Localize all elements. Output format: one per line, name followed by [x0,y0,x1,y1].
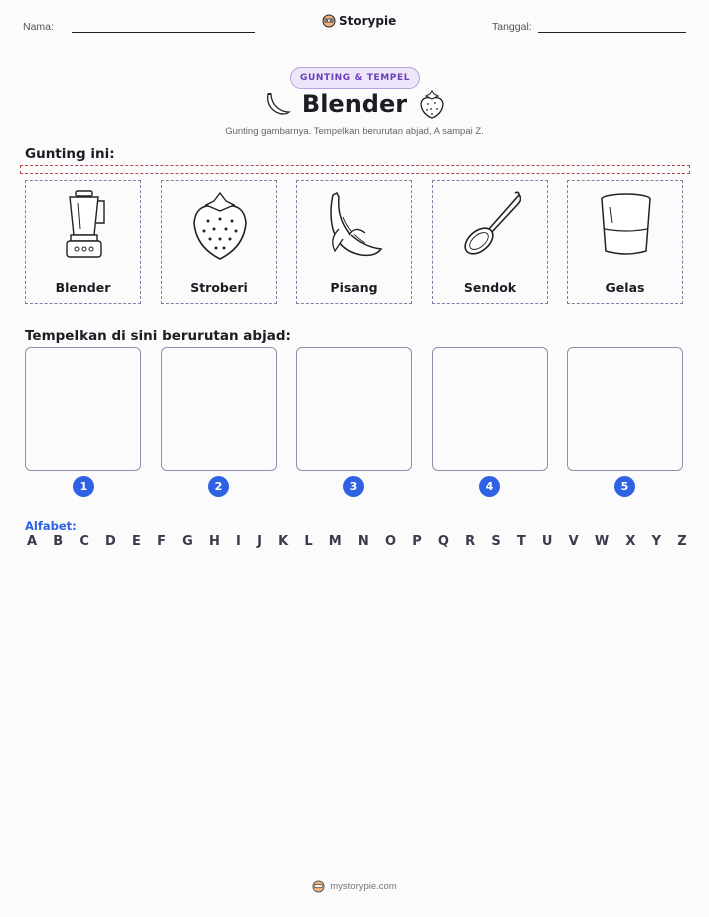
card-label: Sendok [463,280,517,295]
alphabet-letter: F [157,534,166,549]
paste-heading: Tempelkan di sini berurutan abjad: [25,328,291,344]
alphabet-letter: J [257,534,262,549]
brand-logo [322,14,396,28]
page-title: Blender [301,90,408,118]
card-label: Pisang [330,280,378,295]
cut-card-sendok[interactable] [432,180,548,304]
alphabet-heading: Alfabet: [25,519,77,533]
paste-slot-1[interactable] [25,347,141,471]
slot-number: 2 [208,476,229,497]
instructions: Gunting gambarnya. Tempelkan berurutan abjad, A sampai Z. [225,126,484,137]
strawberry-icon [418,90,446,120]
alphabet-row [27,534,687,549]
name-field[interactable] [72,32,255,33]
alphabet-letter: O [384,534,397,549]
alphabet-letter: Y [651,534,662,549]
spoon-icon [461,189,521,261]
cut-card-blender[interactable] [25,180,141,304]
date-field[interactable] [538,32,686,33]
paste-slot-3[interactable] [296,347,412,471]
date-label: Tanggal: [492,21,532,33]
alphabet-letter: R [465,534,476,549]
alphabet-letter: S [491,534,501,549]
activity-badge: GUNTING & TEMPEL [290,67,420,89]
alphabet-letter: T [516,534,526,549]
alphabet-letter: M [328,534,342,549]
alphabet-letter: E [132,534,141,549]
slot-number: 4 [479,476,500,497]
alphabet-letter: V [568,534,579,549]
paste-slot-2[interactable] [161,347,277,471]
slot-number: 1 [73,476,94,497]
alphabet-letter: H [208,534,220,549]
name-label: Nama: [23,21,54,33]
blender-icon [54,189,114,261]
alphabet-letter: W [594,534,610,549]
alphabet-letter: L [304,534,313,549]
alphabet-letter: Q [437,534,449,549]
alphabet-letter: C [79,534,89,549]
footer [0,880,709,893]
alphabet-letter: Z [677,534,687,549]
strawberry-icon [190,189,250,261]
alphabet-letter: A [27,534,38,549]
cut-card-stroberi[interactable] [161,180,277,304]
cut-card-pisang[interactable] [296,180,412,304]
alphabet-letter: B [53,534,64,549]
slot-number: 3 [343,476,364,497]
paste-slot-4[interactable] [432,347,548,471]
glass-icon [596,189,656,261]
alphabet-letter: U [541,534,553,549]
card-label: Blender [55,280,111,295]
cut-line [20,165,690,174]
storypie-mascot-icon [322,14,336,28]
card-label: Gelas [605,280,645,295]
slot-number: 5 [614,476,635,497]
footer-url: mystorypie.com [330,881,397,892]
card-label: Stroberi [190,280,248,295]
paste-slot-5[interactable] [567,347,683,471]
alphabet-letter: K [278,534,289,549]
alphabet-letter: I [236,534,241,549]
alphabet-letter: N [357,534,369,549]
alphabet-letter: X [625,534,636,549]
cut-card-gelas[interactable] [567,180,683,304]
cut-heading: Gunting ini: [25,146,115,162]
brand-name: Storypie [339,14,397,28]
banana-icon [325,189,385,261]
alphabet-letter: D [105,534,116,549]
storypie-mascot-icon [312,880,325,893]
alphabet-letter: G [182,534,193,549]
alphabet-letter: P [412,534,422,549]
